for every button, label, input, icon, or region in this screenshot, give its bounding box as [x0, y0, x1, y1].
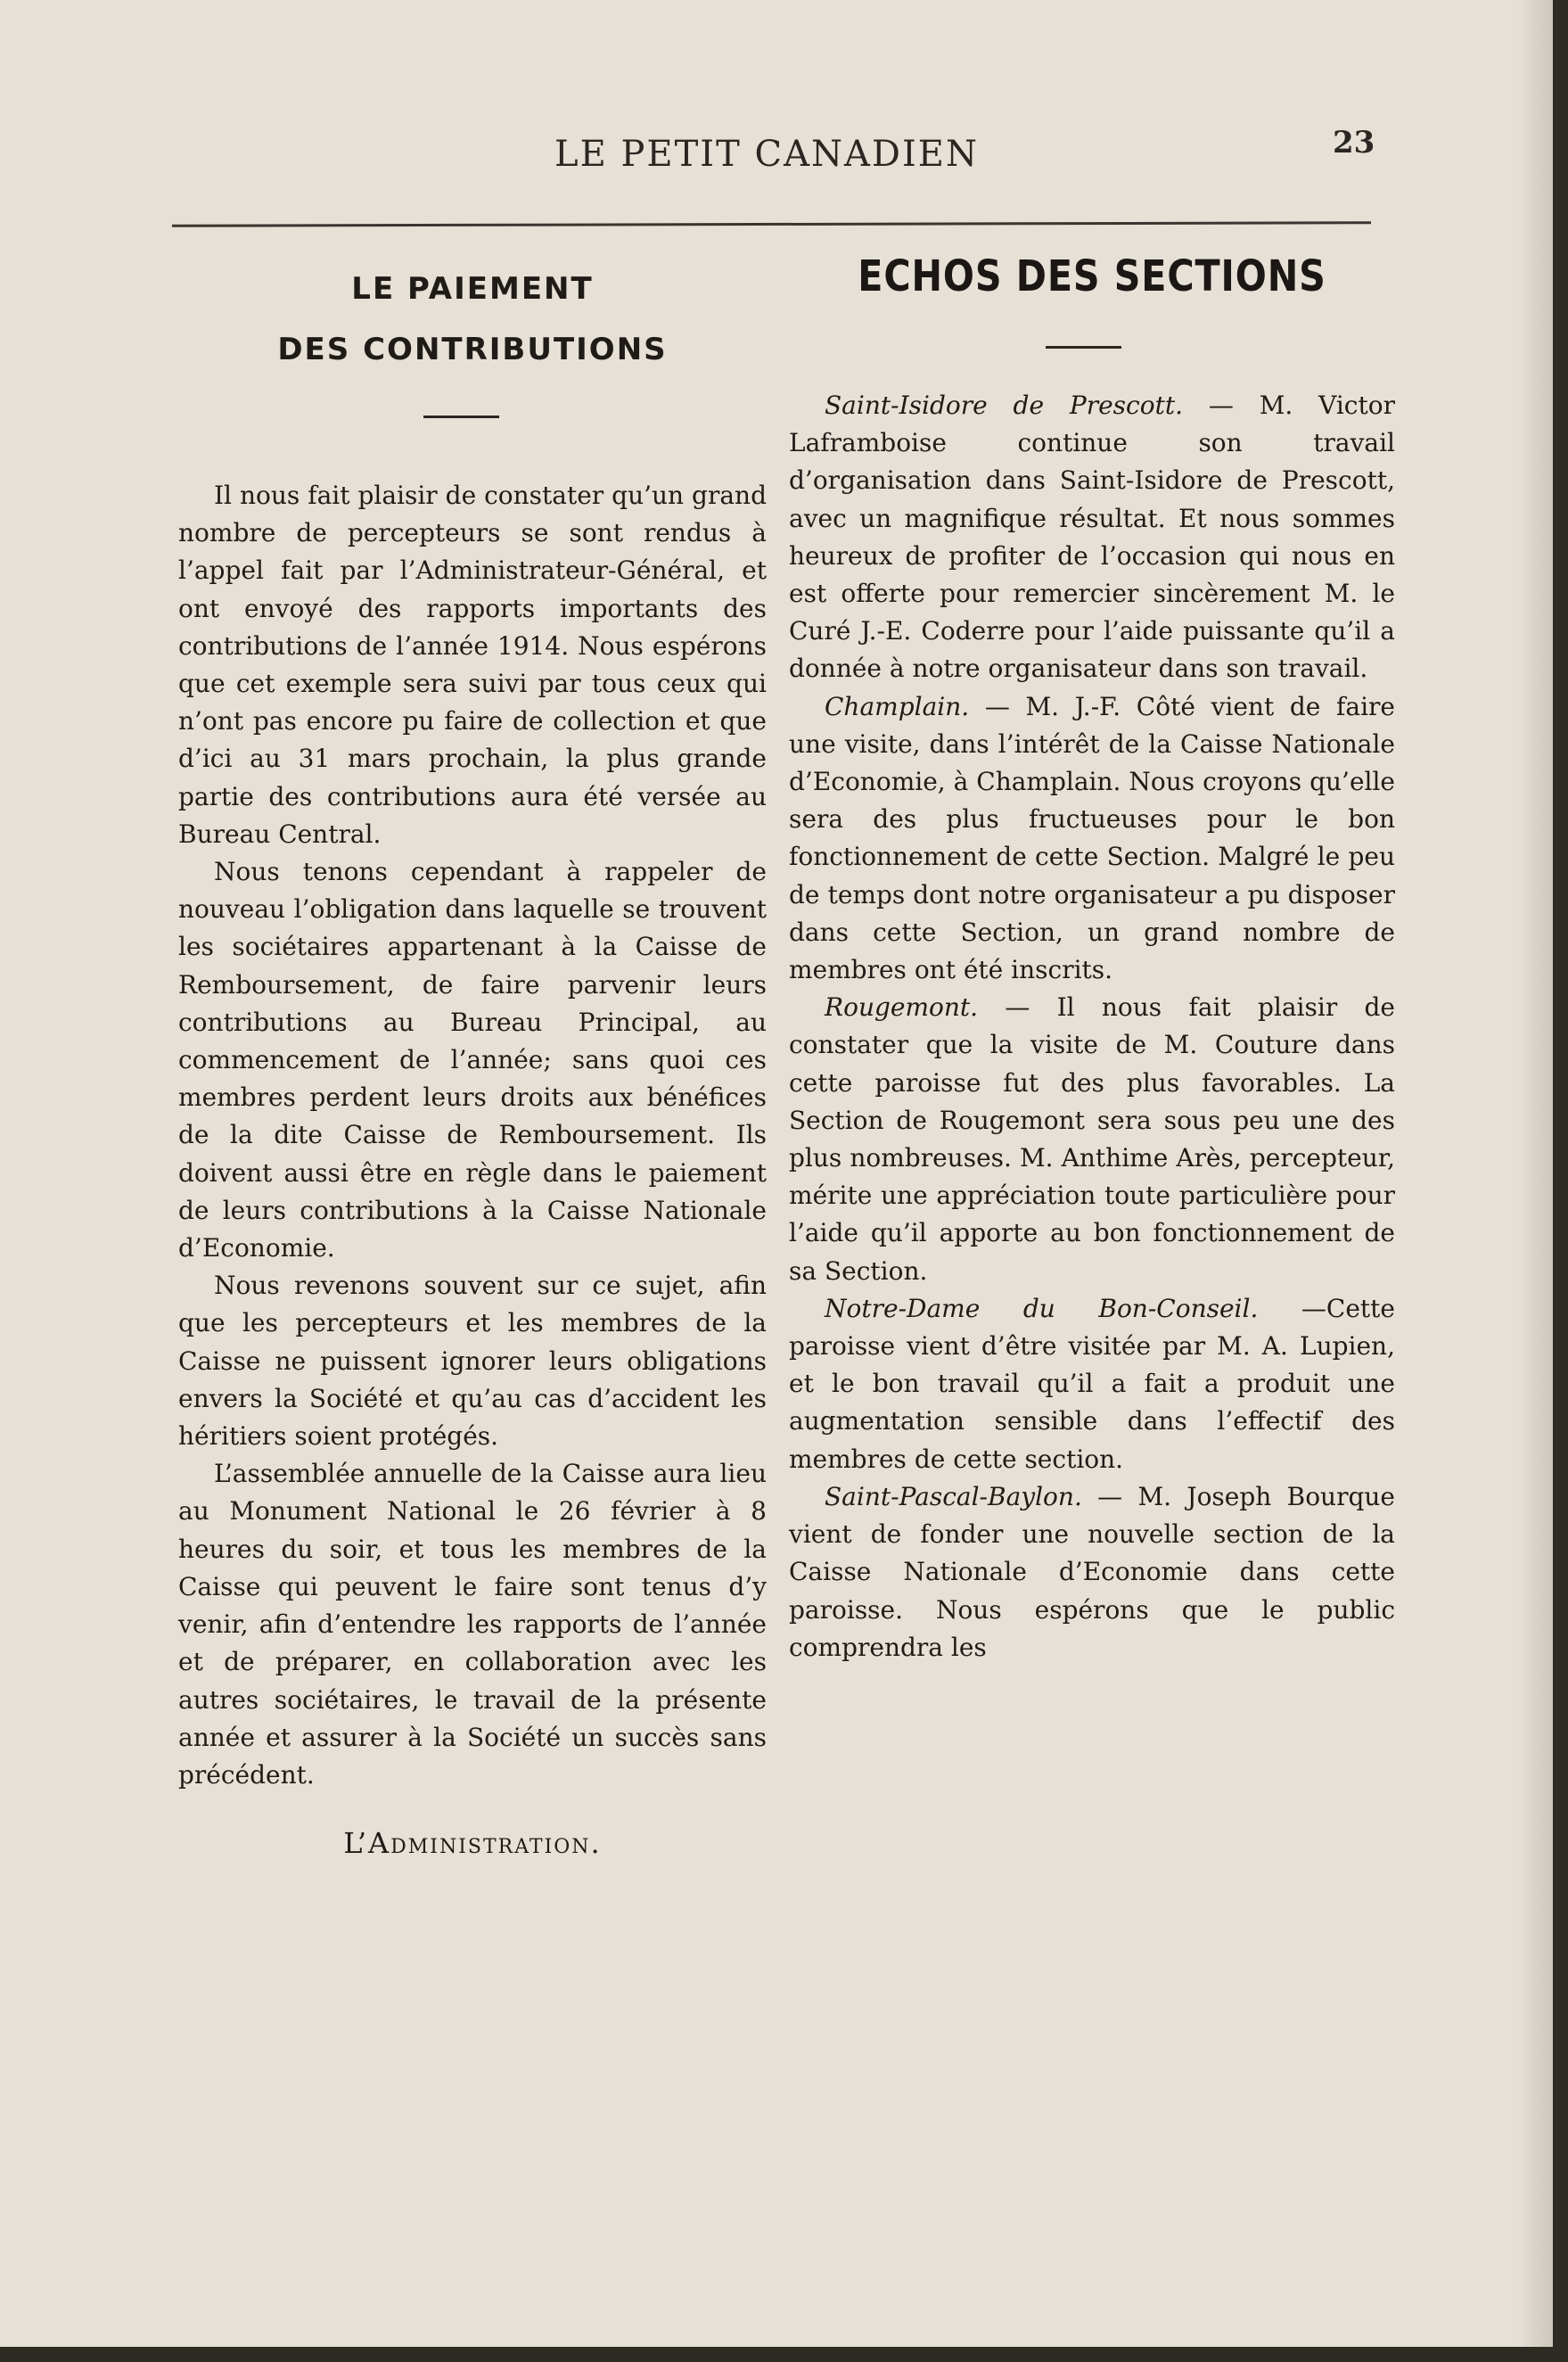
left-article-title [178, 259, 767, 380]
section-text: — M. J.-F. Côté vient de faire une visite, dans l’intérêt de la Caisse Nationale d’Economie, à Champlain. Nous croyons qu’elle sera des plus fructueuses pour le bon fonctionnement de cette Section. Malgré le peu de temps dont notre organisateur a pu disposer dans cette Section, un grand nombre de membres ont été inscrits. [789, 691, 1395, 985]
page-number: 23 [1333, 125, 1375, 160]
left-title-divider [423, 416, 499, 418]
left-title-line-1: LE PAIEMENT [351, 271, 594, 307]
left-paragraph-3: Nous revenons souvent sur ce sujet, afin que les percepteurs et les membres de la Caisse ne puissent ignorer leurs obligations envers la Société et qu’au cas d’accident les héritiers soient protégés. [178, 1271, 767, 1452]
section-name: Notre-Dame du Bon-Conseil. [825, 1293, 1259, 1323]
header-rule [172, 221, 1371, 227]
section-entry [789, 688, 1395, 990]
left-paragraph-2: Nous tenons cependant à rappeler de nouveau l’obligation dans laquelle se trouvent les sociétaires appartenant à la Caisse de Remboursement, de faire parvenir leurs contributions au Bureau Principal, au commencement de l’année; sans quoi ces membres perdent leurs droits aux bénéfices de la dite Caisse de Remboursement. Ils doivent aussi être en règle dans le paiement de leurs contributions à la Caisse Nationale d’Economie. [178, 857, 767, 1263]
right-article-body [789, 387, 1395, 1667]
section-entry [789, 989, 1395, 1290]
section-name: Saint-Pascal-Baylon. [825, 1481, 1082, 1511]
section-entry [789, 387, 1395, 688]
left-article-body [178, 477, 767, 1862]
section-text: — M. Victor Laframboise continue son travail d’organisation dans Saint-Isidore de Prescott, avec un magnifique résultat. Et nous sommes heureux de profiter de l’occasion qui nous en est offerte pour remercier sincèrement M. le Curé J.-E. Coderre pour l’aide puissante qu’il a donnée à notre organisateur dans son travail. [789, 391, 1395, 684]
left-paragraph-1: Il nous fait plaisir de constater qu’un grand nombre de percepteurs se sont rendus à l’appel fait par l’Administrateur-Général, et ont envoyé des rapports importants des contributions de l’année 1914. Nous espérons que cet exemple sera suivi par tous ceux qui n’ont pas encore pu faire de collection et que d’ici au 31 mars prochain, la plus grande partie des contributions aura été versée au Bureau Central. [178, 481, 767, 849]
section-name: Rougemont. [825, 992, 979, 1023]
left-title-line-2: DES CONTRIBUTIONS [277, 332, 668, 367]
right-article-title: ECHOS DES SECTIONS [858, 251, 1326, 301]
section-entry [789, 1290, 1395, 1478]
section-text: —Cette paroisse vient d’être visitée par M. A. Lupien, et le bon travail qu’il a fait a produit une augmentation sensible dans l’effectif des membres de cette section. [789, 1293, 1396, 1474]
section-entry [789, 1478, 1395, 1667]
section-text: — Il nous fait plaisir de constater que la visite de M. Couture dans cette paroisse fut des plus favorables. La Section de Rougemont sera sous peu une des plus nombreuses. M. Anthime Arès, percepteur, mérite une appréciation toute particulière pour l’aide qu’il apporte au bon fonctionnement de sa Section. [789, 992, 1395, 1286]
signature: L’Administration. [343, 1826, 602, 1861]
section-name: Saint-Isidore de Prescott. [825, 391, 1183, 420]
left-paragraph-4: L’assemblée annuelle de la Caisse aura lieu au Monument National le 26 février à 8 heures du soir, et tous les membres de la Caisse qui peuvent le faire sont tenus d’y venir, afin d’entendre les rapports de l’année et de préparer, en collaboration avec les autres sociétaires, le travail de la présente année et assurer à la Société un succès sans précédent. [178, 1459, 767, 1790]
section-text: — M. Joseph Bourque vient de fonder une nouvelle section de la Caisse Nationale d’Economie dans cette paroisse. Nous espérons que le public comprendra les [789, 1481, 1395, 1662]
running-title: LE PETIT CANADIEN [554, 134, 979, 175]
right-title-divider [1046, 346, 1121, 349]
section-name: Champlain. [825, 691, 970, 721]
